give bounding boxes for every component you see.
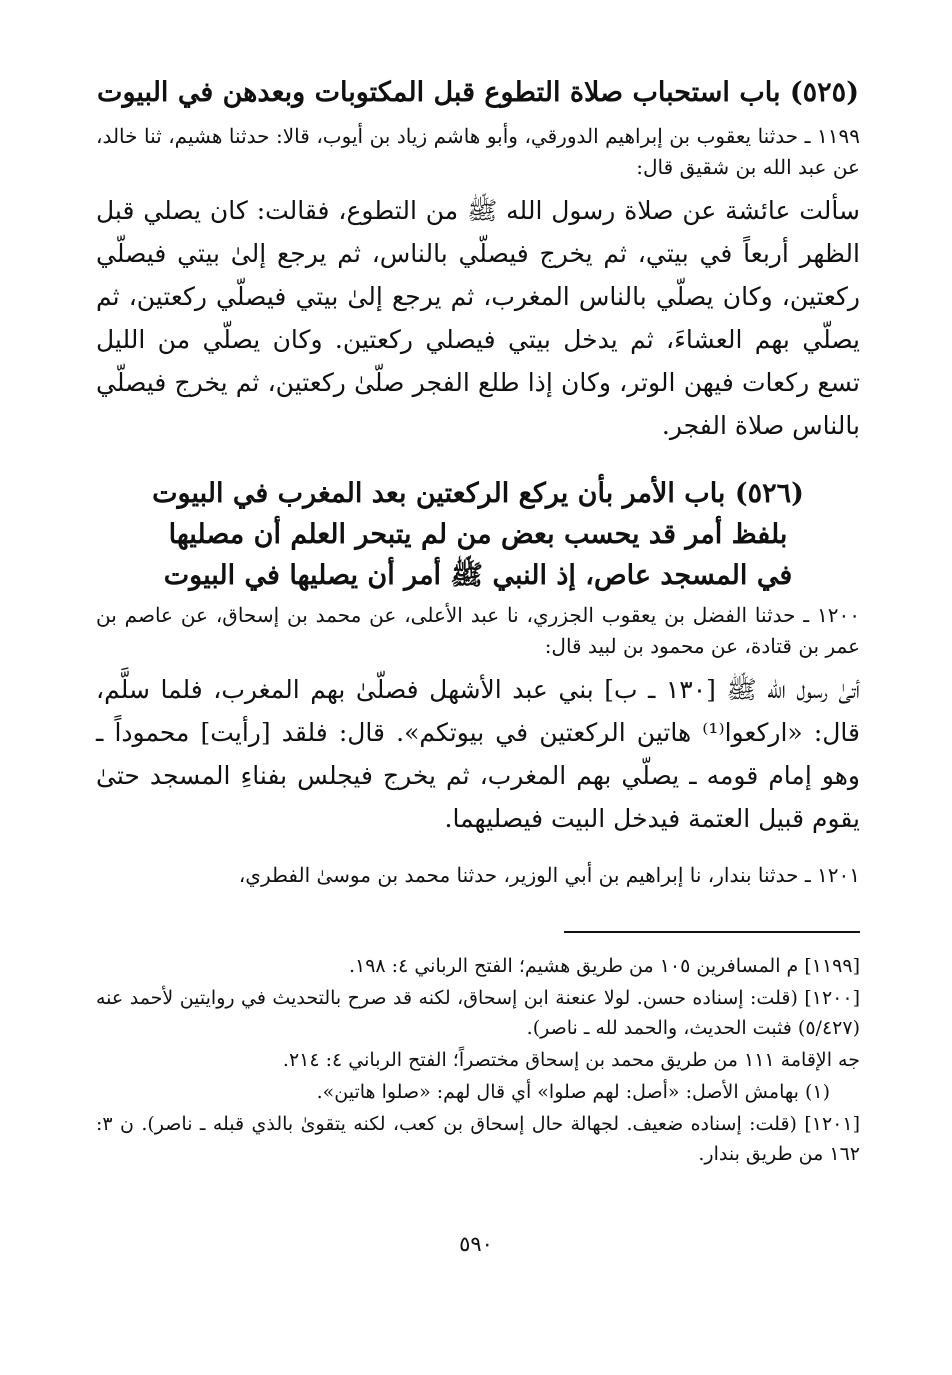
chapter-heading-526 [96, 473, 860, 596]
footnote-1200: [١٢٠٠] (قلت: إسناده حسن. لولا عنعنة ابن إسحاق، لكنه قد صرح بالتحديث في روايتين لأحمد عنه (٥/٤٢٧) فثبت الحديث، والحمد لله ـ ناصر). [96, 987, 860, 1039]
footnote-divider [564, 931, 860, 933]
chapter-heading-526-line: (٥٢٦) باب الأمر بأن يركع الركعتين بعد المغرب في البيوت [152, 478, 804, 509]
footnotes [96, 951, 860, 1169]
chapter-heading-526-line: بلفظ أمر قد يحسب بعض من لم يتبحر العلم أن مصليها [168, 519, 788, 550]
footnote-1199: [١١٩٩] م المسافرين ١٠٥ من طريق هشيم؛ الفتح الرباني ٤: ١٩٨. [348, 955, 860, 977]
footnote-margin-note: (١) بهامش الأصل: «أصل: لهم صلوا» أي قال لهم: «صلوا هاتين». [316, 1081, 830, 1103]
chapter-heading-525: (٥٢٥) باب استحباب صلاة التطوع قبل المكتوبات وبعدهن في البيوت [97, 77, 859, 108]
footnote-1200-takhrij: جه الإقامة ١١١ من طريق محمد بن إسحاق مختصراً؛ الفتح الرباني ٤: ٢١٤. [282, 1049, 860, 1071]
hadith-1199-matn: سألت عائشة عن صلاة رسول الله ﷺ من التطوع، فقالت: كان يصلي قبل الظهر أربعاً في بيتي، ثم يخرج فيصلّي بالناس، ثم يرجع إلىٰ بيتي فيصلّي ركعتين، وكان يصلّي بالناس المغرب، ثم يرجع إلىٰ بيتي فيصلّي ركعتين، ثم يصلّي بهم العشاءَ، ثم يدخل بيتي فيصلي ركعتين. وكان يصلّي من الليل تسع ركعات فيهن الوتر، وكان إذا طلع الفجر صلّىٰ ركعتين، ثم يخرج فيصلّي بالناس صلاة الفجر. [96, 196, 860, 440]
hadith-1200-isnad: ١٢٠٠ ـ حدثنا الفضل بن يعقوب الجزري، نا عبد الأعلى، عن محمد بن إسحاق، عن عاصم بن عمر بن قتادة، عن محمود بن لبيد قال: [96, 603, 860, 658]
footnote-1201: [١٢٠١] (قلت: إسناده ضعيف. لجهالة حال إسحاق بن كعب، لكنه يتقوىٰ بالذي قبله ـ ناصر). ن ٣: ١٦٢ من طريق بندار. [96, 1113, 860, 1165]
chapter-heading-526-line: في المسجد عاص، إذ النبي ﷺ أمر أن يصليها في البيوت [163, 560, 793, 591]
hadith-1201-isnad: ١٢٠١ ـ حدثنا بندار، نا إبراهيم بن أبي الوزير، حدثنا محمد بن موسىٰ الفطري، [238, 863, 860, 887]
page-number: ٥٩٠ [459, 1232, 493, 1256]
hadith-1199-isnad: ١١٩٩ ـ حدثنا يعقوب بن إبراهيم الدورقي، وأبو هاشم زياد بن أيوب، قالا: حدثنا هشيم، ثنا خالد، عن عبد الله بن شقيق قال: [96, 124, 860, 179]
hadith-1200-matn: أتىٰ رسول الله ﷺ [١٣٠ ـ ب] بني عبد الأشهل فصلّىٰ بهم المغرب، فلما سلَّم، قال: «اركعوا⁽¹⁾ هاتين الركعتين في بيوتكم». قال: فلقد [رأيت] محموداً ـ وهو إمام قومه ـ يصلّي بهم المغرب، ثم يخرج فيجلس بفناءِ المسجد حتىٰ يقوم قبيل العتمة فيدخل البيت فيصليهما. [96, 675, 860, 833]
